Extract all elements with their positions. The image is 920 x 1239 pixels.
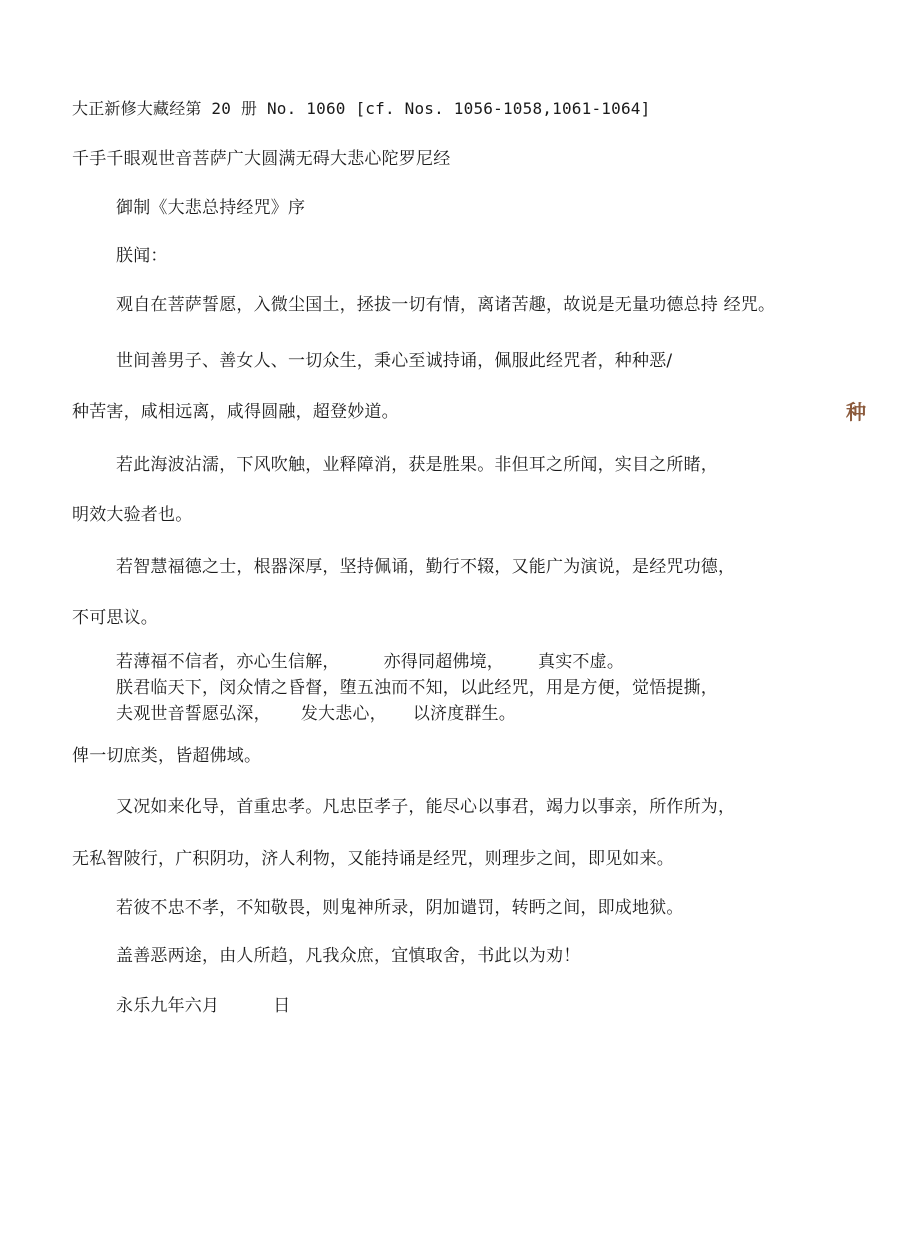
- date-text: 永乐九年六月: [116, 996, 220, 1016]
- paragraph-line: 朕君临天下，闵众情之昏督，堕五浊而不知，以此经咒，用是方便，觉悟提撕，: [116, 678, 718, 698]
- paragraph-line: 若智慧福德之士，根器深厚，坚持佩诵，勤行不辍，又能广为演说，是经咒功德，: [116, 557, 736, 577]
- line-segment: 夫观世音誓愿弘深，: [116, 704, 271, 724]
- line-segment: 真实不虚。: [538, 652, 625, 672]
- paragraph-line: 明效大验者也。: [72, 505, 193, 525]
- paragraph-line: 观自在菩萨誓愿，入微尘国土，拯拔一切有情，离诸苦趣，故说是无量功德总持 经咒。: [116, 295, 776, 315]
- paragraph-line: 世间善男子、善女人、一切众生，秉心至诚持诵，佩服此经咒者，种种恶/: [116, 351, 673, 371]
- date-line: [116, 995, 290, 1017]
- paragraph-line: 俾一切庶类，皆超佛域。: [72, 746, 262, 766]
- paragraph-line: 又况如来化导，首重忠孝。凡忠臣孝子，能尽心以事君，竭力以事亲，所作所为，: [116, 797, 736, 817]
- preface-opening: 朕闻：: [116, 246, 168, 266]
- line-segment: 亦得同超佛境，: [383, 652, 505, 672]
- collection-header: 大正新修大藏经第 20 册 No. 1060 [cf. Nos. 1056-1058,1061-1064]: [72, 99, 651, 118]
- date-day: 日: [273, 996, 291, 1016]
- margin-note: 种: [846, 400, 866, 424]
- line-segment: 发大悲心，: [300, 704, 387, 724]
- preface-title: 御制《大悲总持经咒》序: [116, 198, 306, 218]
- line-segment: 若薄福不信者，亦心生信解，: [116, 652, 340, 672]
- paragraph-line: [116, 703, 516, 725]
- paragraph-line: 若此海波沾濡，下风吹触，业释障消，获是胜果。非但耳之所闻，实目之所睹，: [116, 455, 718, 475]
- paragraph-line: 若彼不忠不孝，不知敬畏，则鬼神所录，阴加谴罚，转眄之间，即成地狱。: [116, 898, 684, 918]
- paragraph-line: 盖善恶两途，由人所趋，凡我众庶，宜慎取舍，书此以为劝！: [116, 946, 581, 966]
- paragraph-line: 不可思议。: [72, 608, 158, 628]
- sutra-title: 千手千眼观世音菩萨广大圆满无碍大悲心陀罗尼经: [72, 149, 451, 169]
- paragraph-line: [116, 651, 624, 673]
- paragraph-line: 种苦害，咸相远离，咸得圆融，超登妙道。: [72, 402, 399, 422]
- paragraph-line: 无私智陂行，广积阴功，济人利物，又能持诵是经咒，则理步之间，即见如来。: [72, 849, 674, 869]
- line-segment: 以济度群生。: [412, 704, 517, 724]
